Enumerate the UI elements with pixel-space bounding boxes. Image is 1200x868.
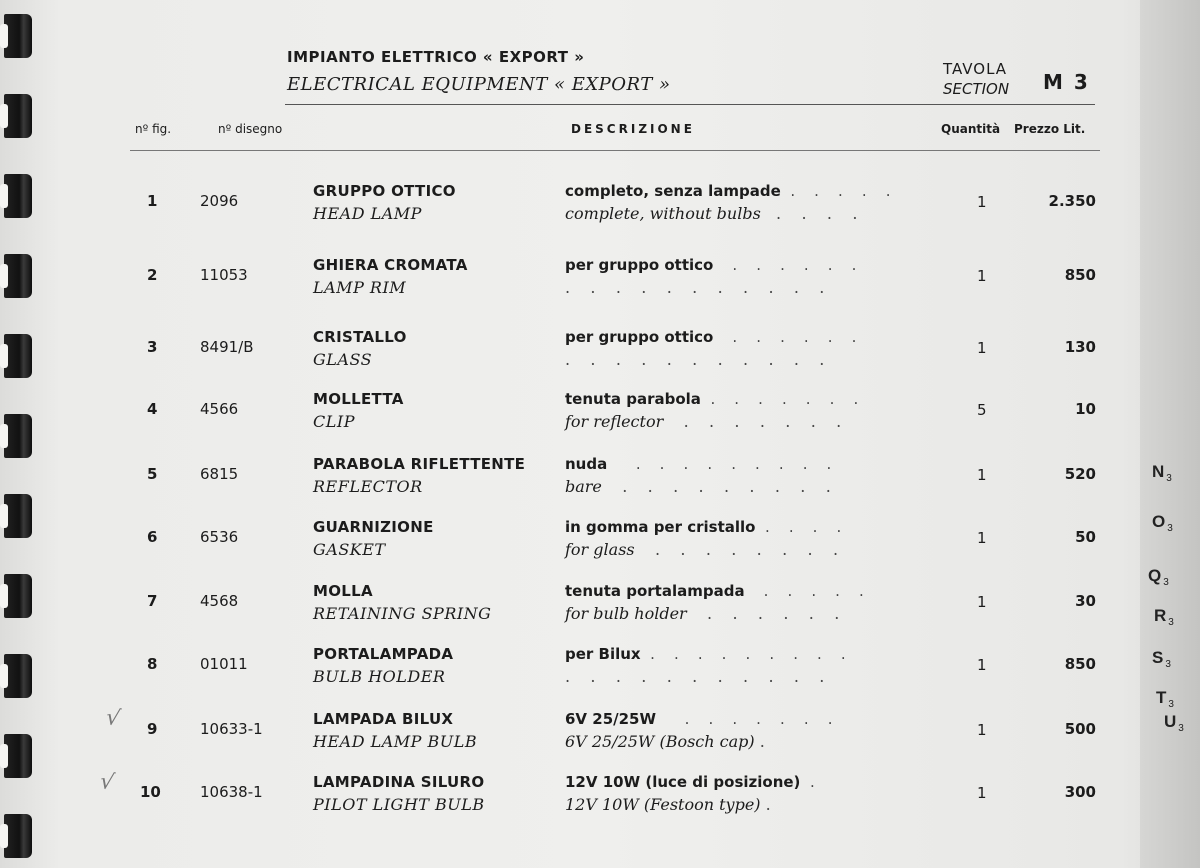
fig-number: 7 xyxy=(147,592,158,610)
leader-dots: . . . . . xyxy=(780,182,891,200)
fig-number: 6 xyxy=(147,528,158,546)
handwritten-checkmark: √ xyxy=(103,704,123,733)
leader-dots: . . . . . . xyxy=(713,328,857,346)
description-english: 6V 25/25W (Bosch cap) xyxy=(565,732,755,751)
column-header-prezzo: Prezzo Lit. xyxy=(1014,122,1086,136)
section-tab-o[interactable]: O $_3$ xyxy=(1152,512,1173,535)
drawing-number: 8491/B xyxy=(200,338,254,356)
quantity: 1 xyxy=(977,339,987,357)
page-title-english: ELECTRICAL EQUIPMENT « EXPORT » xyxy=(287,74,671,95)
leader-dots: . . . . . . . . . xyxy=(601,477,831,496)
leader-dots: . xyxy=(754,732,765,751)
drawing-number: 11053 xyxy=(200,266,248,284)
page-title-italian: IMPIANTO ELETTRICO « EXPORT » xyxy=(287,48,585,66)
section-tab-t[interactable]: T $_3$ xyxy=(1156,688,1174,711)
section-label: SECTION xyxy=(943,80,1010,98)
price: 300 xyxy=(1064,783,1096,801)
part-name-english: LAMP RIM xyxy=(313,278,407,297)
column-header-quantita: Quantità xyxy=(941,122,1001,136)
description-italian: tenuta portalampada xyxy=(565,582,745,600)
quantity: 1 xyxy=(977,721,987,739)
leader-dots: . xyxy=(760,795,771,814)
section-code: M 3 xyxy=(1043,70,1090,94)
leader-dots: . . . . . . xyxy=(713,256,857,274)
column-header-descrizione: DESCRIZIONE xyxy=(571,122,695,136)
quantity: 1 xyxy=(977,193,987,211)
leader-dots: . . . . . . . xyxy=(656,710,833,728)
description-english: bare xyxy=(565,477,602,496)
part-name-italian: PARABOLA RIFLETTENTE xyxy=(313,455,526,473)
part-name-italian: LAMPADINA SILURO xyxy=(313,773,485,791)
part-name-italian: GUARNIZIONE xyxy=(313,518,434,536)
price: 130 xyxy=(1064,338,1096,356)
description-italian: per gruppo ottico xyxy=(565,328,714,346)
page-edge-tabs xyxy=(1140,0,1200,868)
part-name-italian: GHIERA CROMATA xyxy=(313,256,468,274)
quantity: 1 xyxy=(977,267,987,285)
price: 520 xyxy=(1064,465,1096,483)
part-name-italian: GRUPPO OTTICO xyxy=(313,182,456,200)
description-italian: completo, senza lampade xyxy=(565,182,781,200)
drawing-number: 6536 xyxy=(200,528,239,546)
part-name-italian: PORTALAMPADA xyxy=(313,645,454,663)
leader-dots: . . . . xyxy=(760,204,858,223)
table-row xyxy=(0,710,1140,776)
price: 50 xyxy=(1075,528,1096,546)
fig-number: 4 xyxy=(147,400,158,418)
columns-rule xyxy=(130,150,1100,151)
description-italian: tenuta parabola xyxy=(565,390,701,408)
leader-dots: . xyxy=(800,773,815,791)
description-italian: per Bilux xyxy=(565,645,641,663)
column-header-fig: nº fig. xyxy=(135,122,172,136)
header-rule xyxy=(285,104,1095,105)
table-row xyxy=(0,645,1140,711)
section-tab-n[interactable]: N $_3$ xyxy=(1152,462,1172,485)
part-name-italian: MOLLETTA xyxy=(313,390,404,408)
part-name-english: GASKET xyxy=(313,540,386,559)
description-english: 12V 10W (Festoon type) xyxy=(565,795,761,814)
fig-number: 2 xyxy=(147,266,158,284)
drawing-number: 2096 xyxy=(200,192,239,210)
price: 10 xyxy=(1075,400,1096,418)
leader-dots: . . . . . . . xyxy=(700,390,859,408)
part-name-italian: LAMPADA BILUX xyxy=(313,710,454,728)
part-name-english: HEAD LAMP xyxy=(313,204,422,223)
fig-number: 3 xyxy=(147,338,158,356)
price: 850 xyxy=(1064,266,1096,284)
binding-ring xyxy=(4,14,32,58)
description-italian: per gruppo ottico xyxy=(565,256,714,274)
description-english: for reflector xyxy=(565,412,664,431)
quantity: 1 xyxy=(977,529,987,547)
handwritten-checkmark: √ xyxy=(97,768,117,797)
leader-dots: . . . . . . . . . xyxy=(640,645,846,663)
description-italian: nuda xyxy=(565,455,608,473)
description-english: complete, without bulbs xyxy=(565,204,761,223)
description-english: for glass xyxy=(565,540,635,559)
price: 500 xyxy=(1064,720,1096,738)
fig-number: 1 xyxy=(147,192,158,210)
part-name-english: HEAD LAMP BULB xyxy=(313,732,478,751)
description-italian: 12V 10W (luce di posizione) xyxy=(565,773,801,791)
quantity: 5 xyxy=(977,401,987,419)
table-row xyxy=(0,390,1140,456)
description-english: for bulb holder xyxy=(565,604,687,623)
quantity: 1 xyxy=(977,784,987,802)
part-name-english: PILOT LIGHT BULB xyxy=(313,795,485,814)
leader-dots: . . . . . . . . . . . xyxy=(565,350,825,369)
description-italian: 6V 25/25W xyxy=(565,710,657,728)
table-row xyxy=(0,773,1140,839)
leader-dots: . . . . . . . xyxy=(663,412,842,431)
fig-number: 10 xyxy=(140,783,161,801)
leader-dots: . . . . xyxy=(755,518,842,536)
quantity: 1 xyxy=(977,593,987,611)
tavola-label: TAVOLA xyxy=(943,60,1008,78)
table-row xyxy=(0,582,1140,648)
fig-number: 9 xyxy=(147,720,158,738)
leader-dots: . . . . . . . . . . . xyxy=(565,278,825,297)
part-name-english: RETAINING SPRING xyxy=(313,604,492,623)
leader-dots: . . . . . xyxy=(744,582,864,600)
fig-number: 5 xyxy=(147,465,158,483)
section-tab-r[interactable]: R $_3$ xyxy=(1154,606,1174,629)
part-name-english: REFLECTOR xyxy=(313,477,423,496)
leader-dots: . . . . . . . . . xyxy=(607,455,832,473)
part-name-italian: CRISTALLO xyxy=(313,328,407,346)
table-row xyxy=(0,328,1140,394)
part-name-italian: MOLLA xyxy=(313,582,373,600)
drawing-number: 10633-1 xyxy=(200,720,263,738)
part-name-english: CLIP xyxy=(313,412,355,431)
drawing-number: 6815 xyxy=(200,465,239,483)
part-name-english: GLASS xyxy=(313,350,373,369)
drawing-number: 01011 xyxy=(200,655,248,673)
column-header-disegno: nº disegno xyxy=(218,122,283,136)
quantity: 1 xyxy=(977,656,987,674)
drawing-number: 4566 xyxy=(200,400,239,418)
part-name-english: BULB HOLDER xyxy=(313,667,446,686)
description-italian: in gomma per cristallo xyxy=(565,518,756,536)
table-row xyxy=(0,256,1140,322)
leader-dots: . . . . . . xyxy=(686,604,840,623)
section-tab-u[interactable]: U $_3$ xyxy=(1164,712,1184,735)
fig-number: 8 xyxy=(147,655,158,673)
price: 850 xyxy=(1064,655,1096,673)
drawing-number: 10638-1 xyxy=(200,783,263,801)
price: 2.350 xyxy=(1048,192,1096,210)
leader-dots: . . . . . . . . xyxy=(634,540,839,559)
binding-ring xyxy=(4,94,32,138)
section-tab-q[interactable]: Q $_3$ xyxy=(1148,566,1169,589)
price: 30 xyxy=(1075,592,1096,610)
table-row xyxy=(0,182,1140,248)
section-tab-s[interactable]: S $_3$ xyxy=(1152,648,1171,671)
table-row xyxy=(0,518,1140,584)
leader-dots: . . . . . . . . . . . xyxy=(565,667,825,686)
quantity: 1 xyxy=(977,466,987,484)
table-row xyxy=(0,455,1140,521)
drawing-number: 4568 xyxy=(200,592,239,610)
